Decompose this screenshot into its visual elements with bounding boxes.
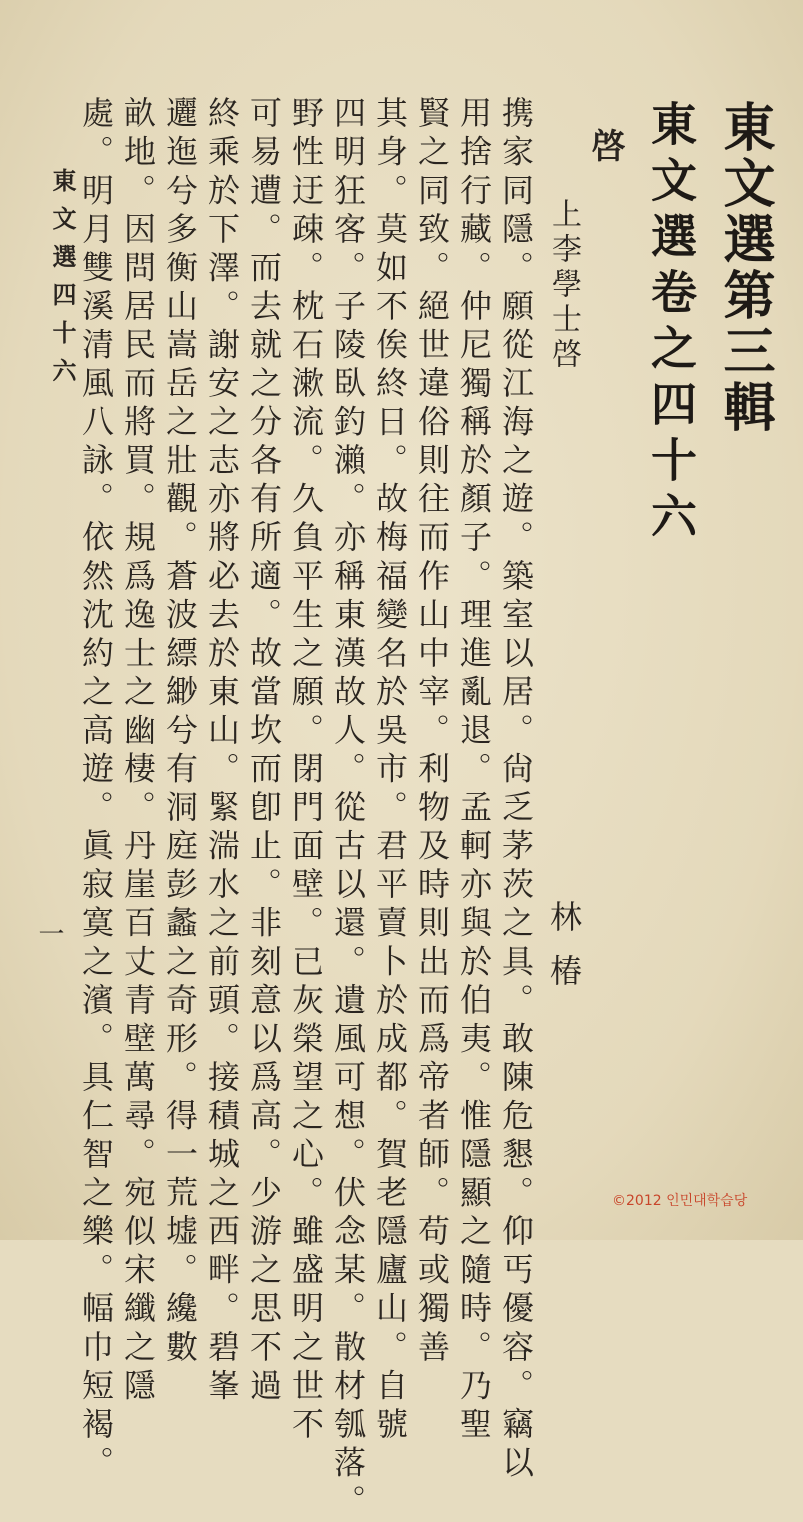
body-column: 用捨行藏。仲尼獨稱於顏子。理進亂退。孟軻亦與於伯夷。惟隱顯之隨時。乃聖: [455, 96, 493, 1446]
page-number: 一: [34, 920, 64, 946]
body-column: 邐迤兮多衡山嵩岳之壯觀。蒼波縹緲兮有洞庭彭蠡之奇形。得一荒墟。纔數: [161, 96, 199, 1369]
running-title: 東文選四十六: [48, 168, 77, 396]
body-column: 携家同隱。願從江海之遊。築室以居。尙乏茅茨之具。敢陳危懇。仰丐優容。竊以: [497, 96, 535, 1484]
body-column: 終乘於下澤。謝安之志亦將必去於東山。緊湍水之前頭。接積城之西畔。碧峯: [203, 96, 241, 1407]
author-name: 林椿: [545, 900, 583, 1008]
body-column: 處。明月雙溪清風八詠。依然沈約之高遊。眞寂寞之濱。具仁智之樂。幅巾短褐。: [77, 96, 115, 1484]
series-title: 東文選第三輯: [714, 100, 775, 436]
volume-title: 東文選卷之四十六: [644, 100, 698, 548]
body-column: 畝地。因問居民而將買。規爲逸士之幽棲。丹崖百丈青壁萬尋。宛似宋纖之隱: [119, 96, 157, 1407]
body-column: 四明狂客。子陵臥釣瀨。亦稱東漢故人。從古以還。遺風可想。伏念某。散材瓠落。: [329, 96, 367, 1522]
body-column: 可易遭。而去就之分各有所適。故當坎而卽止。非刻意以爲高。少游之思不過: [245, 96, 283, 1407]
body-column: 其身。莫如不俟終日。故梅福變名於吳市。君平賣卜於成都。賀老隱廬山。自號: [371, 96, 409, 1446]
body-column: 賢之同致。絕世違俗則往而作山中宰。利物及時則出而爲帝者師。苟或獨善: [413, 96, 451, 1369]
piece-title: 上李學士啓: [546, 198, 581, 373]
body-column: 野性迂疎。枕石漱流。久負平生之願。閉門面壁。已灰榮望之心。雖盛明之世不: [287, 96, 325, 1446]
copyright-notice: ©2012 인민대학습당: [612, 1193, 748, 1209]
genre-heading: 啓: [585, 128, 625, 162]
